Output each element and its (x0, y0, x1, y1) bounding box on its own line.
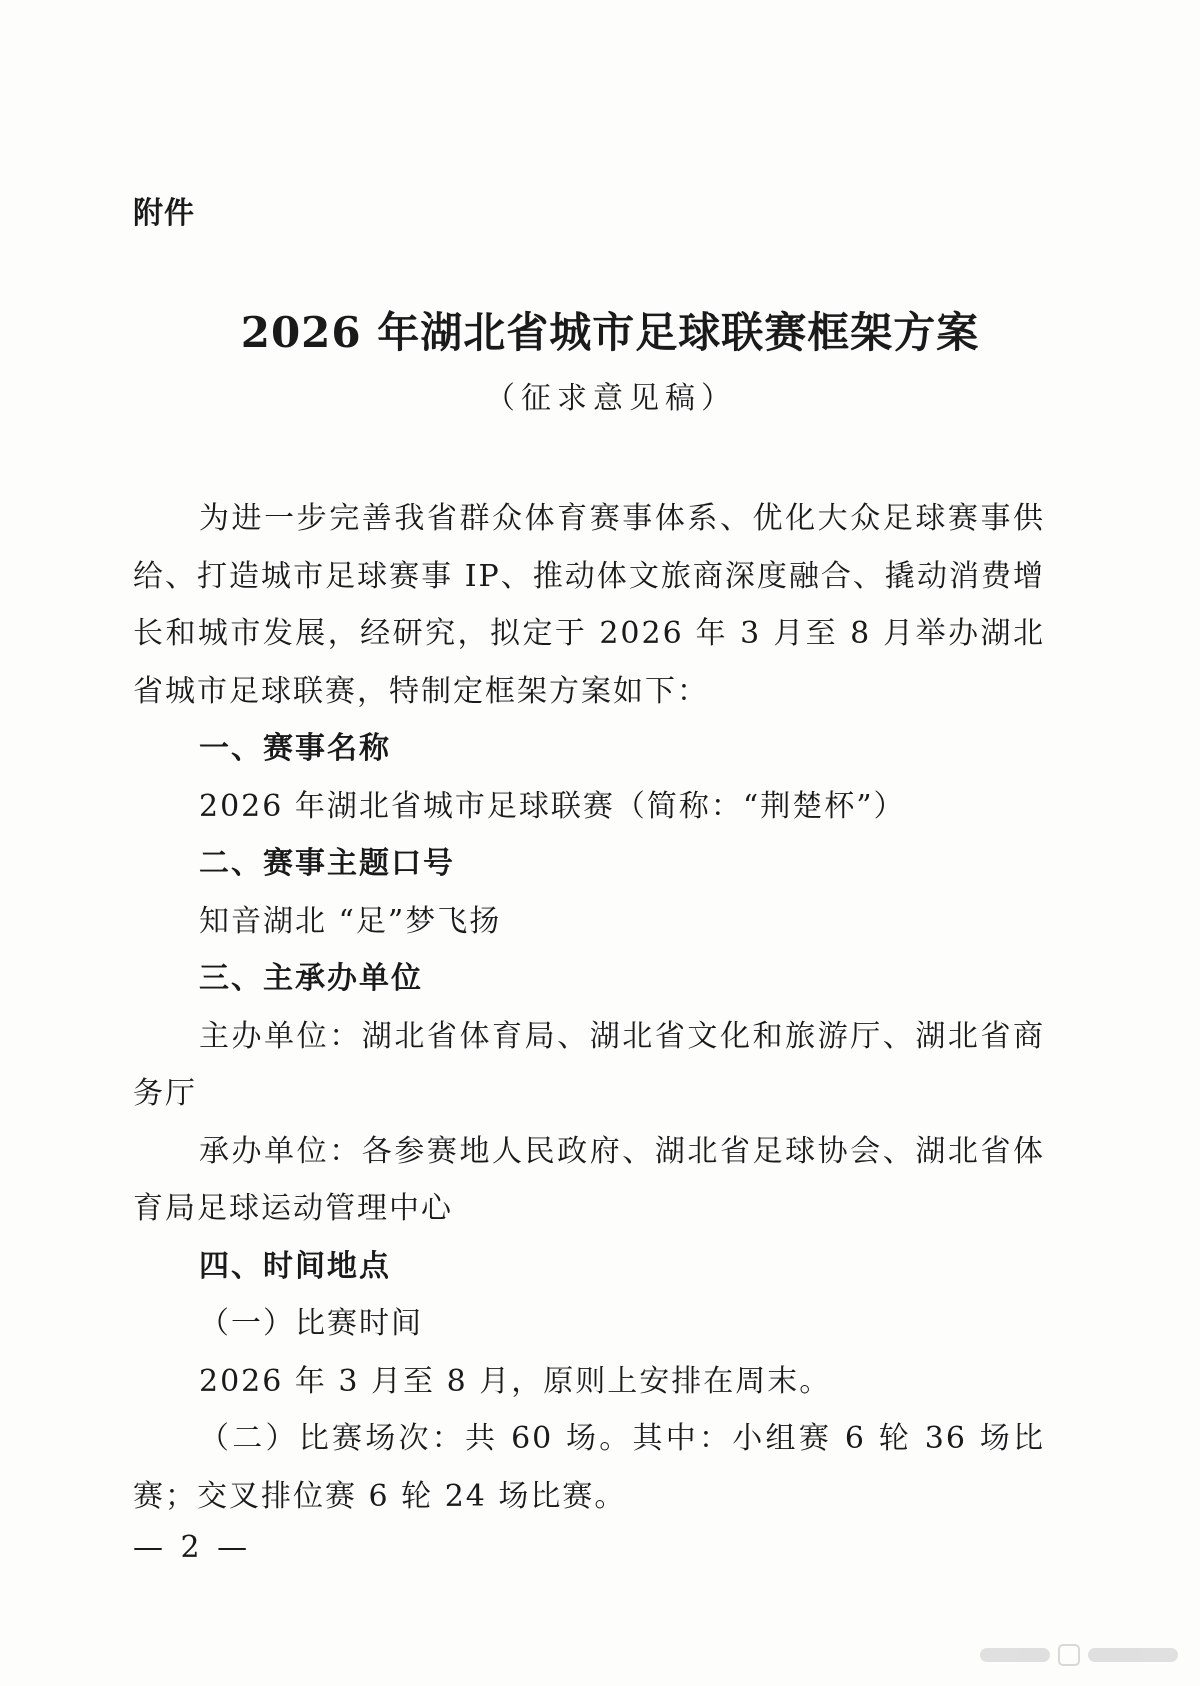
slogan-text: 知音湖北 “足”梦飞扬 (199, 903, 502, 939)
watermark-blur (980, 1648, 1050, 1662)
page-number: — 2 — (133, 1530, 252, 1565)
match-time-text: 2026 年 3 月至 8 月，原则上安排在周末。 (199, 1363, 832, 1399)
attachment-label: 附件 (133, 196, 195, 231)
section-heading-time-place: 四、时间地点 (199, 1248, 391, 1284)
document-body (133, 490, 1045, 1525)
watermark-mark (946, 1640, 1178, 1670)
document-title: 2026 年湖北省城市足球联赛框架方案 (240, 308, 980, 357)
event-name-text: 2026 年湖北省城市足球联赛（简称：“荆楚杯”） (199, 788, 906, 824)
match-count-text: （二）比赛场次：共 60 场。其中：小组赛 6 轮 36 场比赛；交叉排位赛 6 轮 24 场比赛。 (133, 1421, 1045, 1514)
watermark-blur (1088, 1648, 1178, 1662)
section-heading-event-name: 一、赛事名称 (199, 731, 391, 766)
undertaker-units-text: 承办单位：各参赛地人民政府、湖北省足球协会、湖北省体育局足球运动管理中心 (133, 1133, 1045, 1226)
section-heading-slogan: 二、赛事主题口号 (199, 846, 455, 881)
host-units-text: 主办单位：湖北省体育局、湖北省文化和旅游厅、湖北省商务厅 (133, 1018, 1045, 1111)
watermark-badge-icon (1058, 1644, 1080, 1666)
match-time-subheading: （一）比赛时间 (199, 1306, 423, 1341)
intro-paragraph: 为进一步完善我省群众体育赛事体系、优化大众足球赛事供给、打造城市足球赛事 IP、推动体文旅商深度融合、撬动消费增长和城市发展，经研究，拟定于 2026 年 3 月至 8 月举办湖北省城市足球联赛，特制定框架方案如下： (133, 501, 1045, 709)
document-subtitle: （征求意见稿） (485, 381, 737, 416)
section-heading-organizers: 三、主承办单位 (199, 961, 423, 996)
